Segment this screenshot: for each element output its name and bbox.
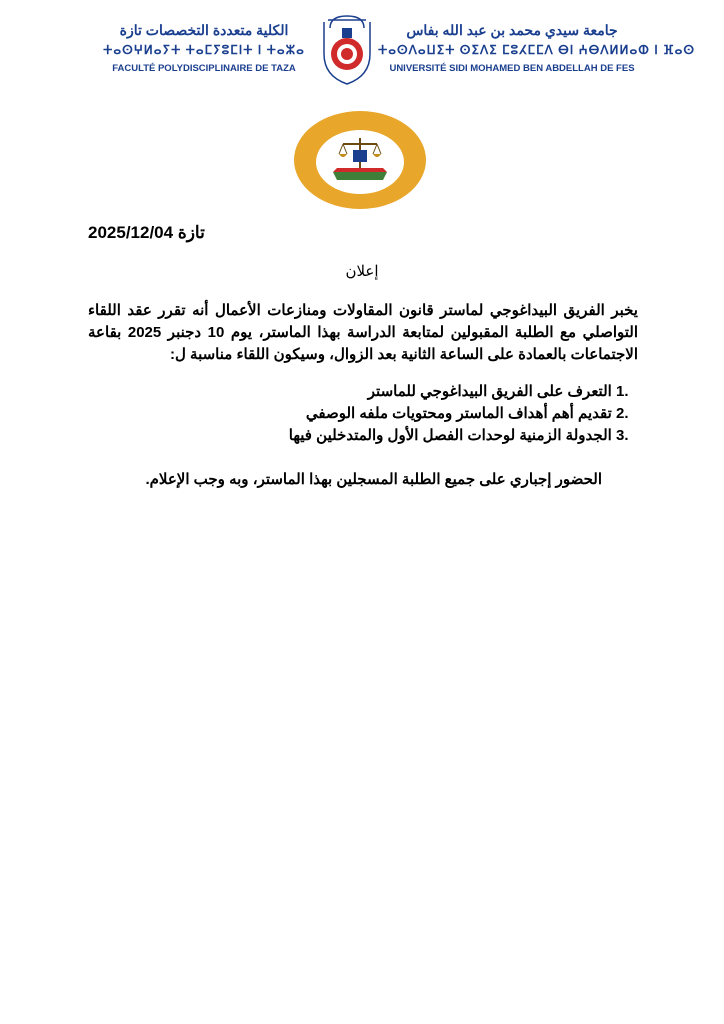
agenda-item: 2. تقديم أهم أهداف الماستر ومحتويات ملفه الوصفي bbox=[305, 405, 629, 422]
university-name-tifinagh: ⵜⴰⵙⴷⴰⵡⵉⵜ ⵙⵉⴷⵉ ⵎⵓⵃⵎⵎⴷ ⴱⵏ ⵄⴱⴷⵍⵍⴰⵀ ⵏ ⴼⴰⵙ bbox=[378, 43, 695, 57]
university-name-french: UNIVERSITÉ SIDI MOHAMED BEN ABDELLAH DE FES bbox=[389, 63, 635, 74]
agenda-list bbox=[289, 381, 638, 447]
agenda-item: 1. التعرف على الفريق البيداغوجي للماستر bbox=[367, 383, 629, 400]
closing-statement: الحضور إجباري على جميع الطلبة المسجلين بهذا الماستر، وبه وجب الإعلام. bbox=[145, 471, 602, 488]
faculty-name-french: FACULTÉ POLYDISCIPLINAIRE DE TAZA bbox=[112, 63, 296, 74]
announcement-title: إعلان bbox=[345, 263, 379, 280]
agenda-item: 3. الجدولة الزمنية لوحدات الفصل الأول والمتدخلين فيها bbox=[288, 427, 629, 444]
faculty-header bbox=[88, 22, 320, 74]
announcement-body: يخبر الفريق البيداغوجي لماستر قانون المقاولات ومنازعات الأعمال أنه تقرر عقد اللقاء التواصلي مع الطلبة المقبولين لمتابعة الدراسة بهذا الماستر، يوم 10 دجنبر 2025 بقاعة الاجتماعات بالعمادة على الساعة الثانية بعد الزوال، وسيكون اللقاء مناسبة ل: bbox=[88, 302, 638, 363]
university-name-arabic: جامعة سيدي محمد بن عبد الله بفاس bbox=[406, 22, 618, 38]
faculty-name-arabic: الكلية متعددة التخصصات تازة bbox=[119, 22, 289, 38]
university-header bbox=[378, 22, 695, 74]
university-emblem-icon bbox=[318, 14, 376, 86]
master-program-logo-icon bbox=[293, 110, 427, 210]
faculty-name-tifinagh: ⵜⴰⵙⵖⵍⴰⵢⵜ ⵜⴰⵎⵢⵓⵎⵏⵜ ⵏ ⵜⴰⵣⴰ bbox=[103, 43, 305, 57]
document-date: تازة 2025/12/04 bbox=[88, 223, 205, 242]
